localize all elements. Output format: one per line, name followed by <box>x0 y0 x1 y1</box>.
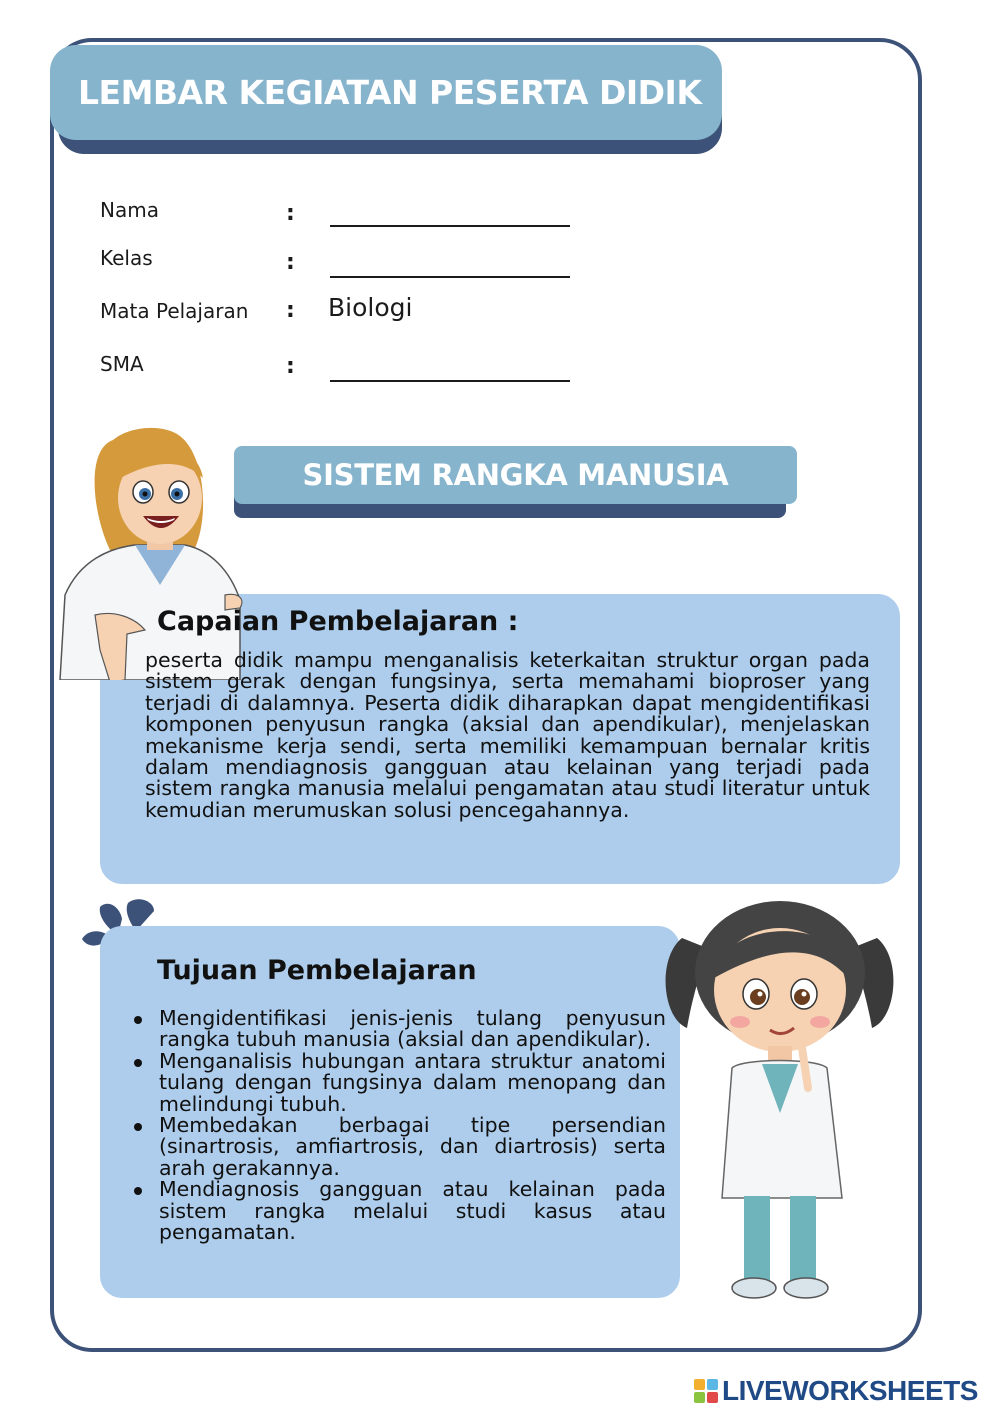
tujuan-title: Tujuan Pembelajaran <box>157 955 477 986</box>
bullet-icon <box>134 1187 142 1195</box>
field-label: Nama <box>100 198 159 222</box>
field-colon: : <box>286 354 295 379</box>
bullet-icon <box>134 1059 142 1067</box>
kelas-input-line[interactable] <box>330 276 570 278</box>
nama-input-line[interactable] <box>330 225 570 227</box>
bullet-icon <box>134 1123 142 1131</box>
field-colon: : <box>286 201 295 226</box>
field-colon: : <box>286 298 295 323</box>
capaian-text: peserta didik mampu menganalisis keterkaitan struktur organ pada sistem gerak dengan fungsinya, serta memahami bioproser yang terjadi di dalamnya. Peserta didik diharapkan dapat mengidentifikasi komponen penyusun rangka (aksial dan apendikular), menjelaskan mekanisme kerja sendi, serta memiliki kemampuan bernalar kritis dalam mendiagnosis gangguan atau kelainan yang terjadi pada sistem rangka manusia melalui pengamatan atau studi literatur untuk kemudian merumuskan solusi pencegahannya. <box>145 648 870 822</box>
tujuan-item-text: Mendiagnosis gangguan atau kelainan pada sistem rangka melalui studi kasus atau pengamatan. <box>159 1177 666 1245</box>
topic-title: SISTEM RANGKA MANUSIA <box>302 458 729 492</box>
field-colon: : <box>286 250 295 275</box>
capaian-title: Capaian Pembelajaran : <box>157 606 519 637</box>
field-label: Mata Pelajaran <box>100 299 249 323</box>
student-illustration <box>662 898 902 1302</box>
tujuan-item-text: Menganalisis hubungan antara struktur anatomi tulang dengan fungsinya dalam menopang dan melindungi tubuh. <box>159 1048 666 1116</box>
liveworksheets-logo-icon <box>694 1379 718 1403</box>
mata-pelajaran-value: Biologi <box>328 293 413 322</box>
list-item <box>132 1179 666 1243</box>
list-item <box>132 1115 666 1179</box>
field-label: Kelas <box>100 246 153 270</box>
list-item <box>132 1008 666 1051</box>
page-title: LEMBAR KEGIATAN PESERTA DIDIK <box>78 73 702 112</box>
teacher-illustration <box>55 420 245 680</box>
bullet-icon <box>134 1016 142 1024</box>
sma-input-line[interactable] <box>330 380 570 382</box>
tujuan-list <box>132 1008 666 1243</box>
tujuan-item-text: Membedakan berbagai tipe persendian (sinartrosis, amfiartrosis, dan diartrosis) serta arah gerakannya. <box>159 1113 666 1180</box>
liveworksheets-brand <box>694 1375 978 1407</box>
topic-banner <box>234 446 797 504</box>
list-item <box>132 1048 666 1116</box>
tujuan-item-text: Mengidentifikasi jenis-jenis tulang penyusun rangka tubuh manusia (aksial dan apendikular). <box>159 1006 666 1052</box>
header-banner <box>50 45 722 140</box>
field-label: SMA <box>100 352 144 376</box>
brand-text: LIVEWORKSHEETS <box>722 1375 978 1406</box>
